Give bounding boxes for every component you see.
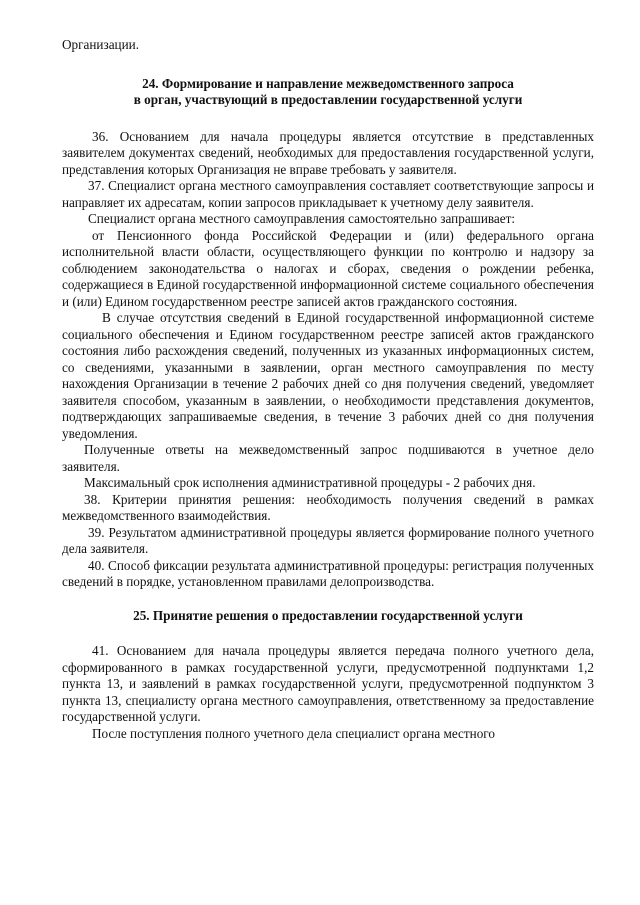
paragraph-41: 41. Основанием для начала процедуры является передача полного учетного дела, сформированного в рамках государственной услуги, предусмотренной подпунктами 1,2 пункта 13, и заявлений в рамках государственной услуги, предусмотренной подпунктом 3 пункта 13, специалисту органа местного самоуправления, ответственному за предоставление государственной услуги. — [62, 643, 594, 724]
paragraph-max-term: Максимальный срок исполнения административной процедуры - 2 рабочих дня. — [84, 475, 536, 490]
paragraph-missing-data: В случае отсутствия сведений в Единой государственной информационной системе социального обеспечения и Едином государственном реестре записей актов гражданского состояния либо расхождения сведений, полученных из указанных информационных систем, со сведениями, указанными в заявлении, орган местного самоуправления по месту нахождения Организации в течение 2 рабочих дней со дня получения сведений, уведомляет заявителя способом, указанным в заявлении, о необходимости представления документов, подтверждающих запрашиваемые сведения, в течение 3 рабочих дней со дня получения уведомления. — [62, 310, 594, 441]
paragraph-37: 37. Специалист органа местного самоуправления составляет соответствующие запросы и направляет их адресатам, копии запросов прикладывает к учетному делу заявителя. — [62, 178, 594, 210]
paragraph-pension-fund: от Пенсионного фонда Российской Федерации и (или) федерального органа исполнительной власти области, осуществляющего функции по контролю и надзору за соблюдением законодательства о налогах и сборах, сведения о рождении ребенка, содержащиеся в Единой государственной информационной системе социального обеспечения и (или) Едином государственном реестре записей актов гражданского состояния. — [62, 227, 594, 309]
paragraph-answers: Полученные ответы на межведомственный запрос подшиваются в учетное дело заявителя. — [62, 442, 594, 474]
section-24-heading-line-2: в орган, участвующий в предоставлении государственной услуги — [133, 92, 523, 107]
paragraph-39: 39. Результатом административной процедуры является формирование полного учетного дела заявителя. — [62, 524, 594, 556]
section-24-heading-line-1: 24. Формирование и направление межведомственного запроса — [142, 75, 514, 91]
continuation-line: Организации. — [62, 37, 140, 52]
paragraph-36: 36. Основанием для начала процедуры является отсутствие в представленных заявителем документах сведений, необходимых для предоставления государственной услуги, представления которых Организация не вправе требовать у заявителя. — [62, 128, 594, 177]
paragraph-38: 38. Критерии принятия решения: необходимость получения сведений в рамках межведомственного взаимодействия. — [62, 491, 594, 523]
paragraph-after-receipt: После поступления полного учетного дела специалист органа местного — [92, 725, 495, 741]
section-25-heading: 25. Принятие решения о предоставлении государственной услуги — [133, 607, 523, 623]
paragraph-40: 40. Способ фиксации результата административной процедуры: регистрация полученных сведений в порядке, установленном правилами делопроизводства. — [62, 557, 594, 589]
paragraph-request-intro: Специалист органа местного самоуправления самостоятельно запрашивает: — [88, 211, 516, 226]
